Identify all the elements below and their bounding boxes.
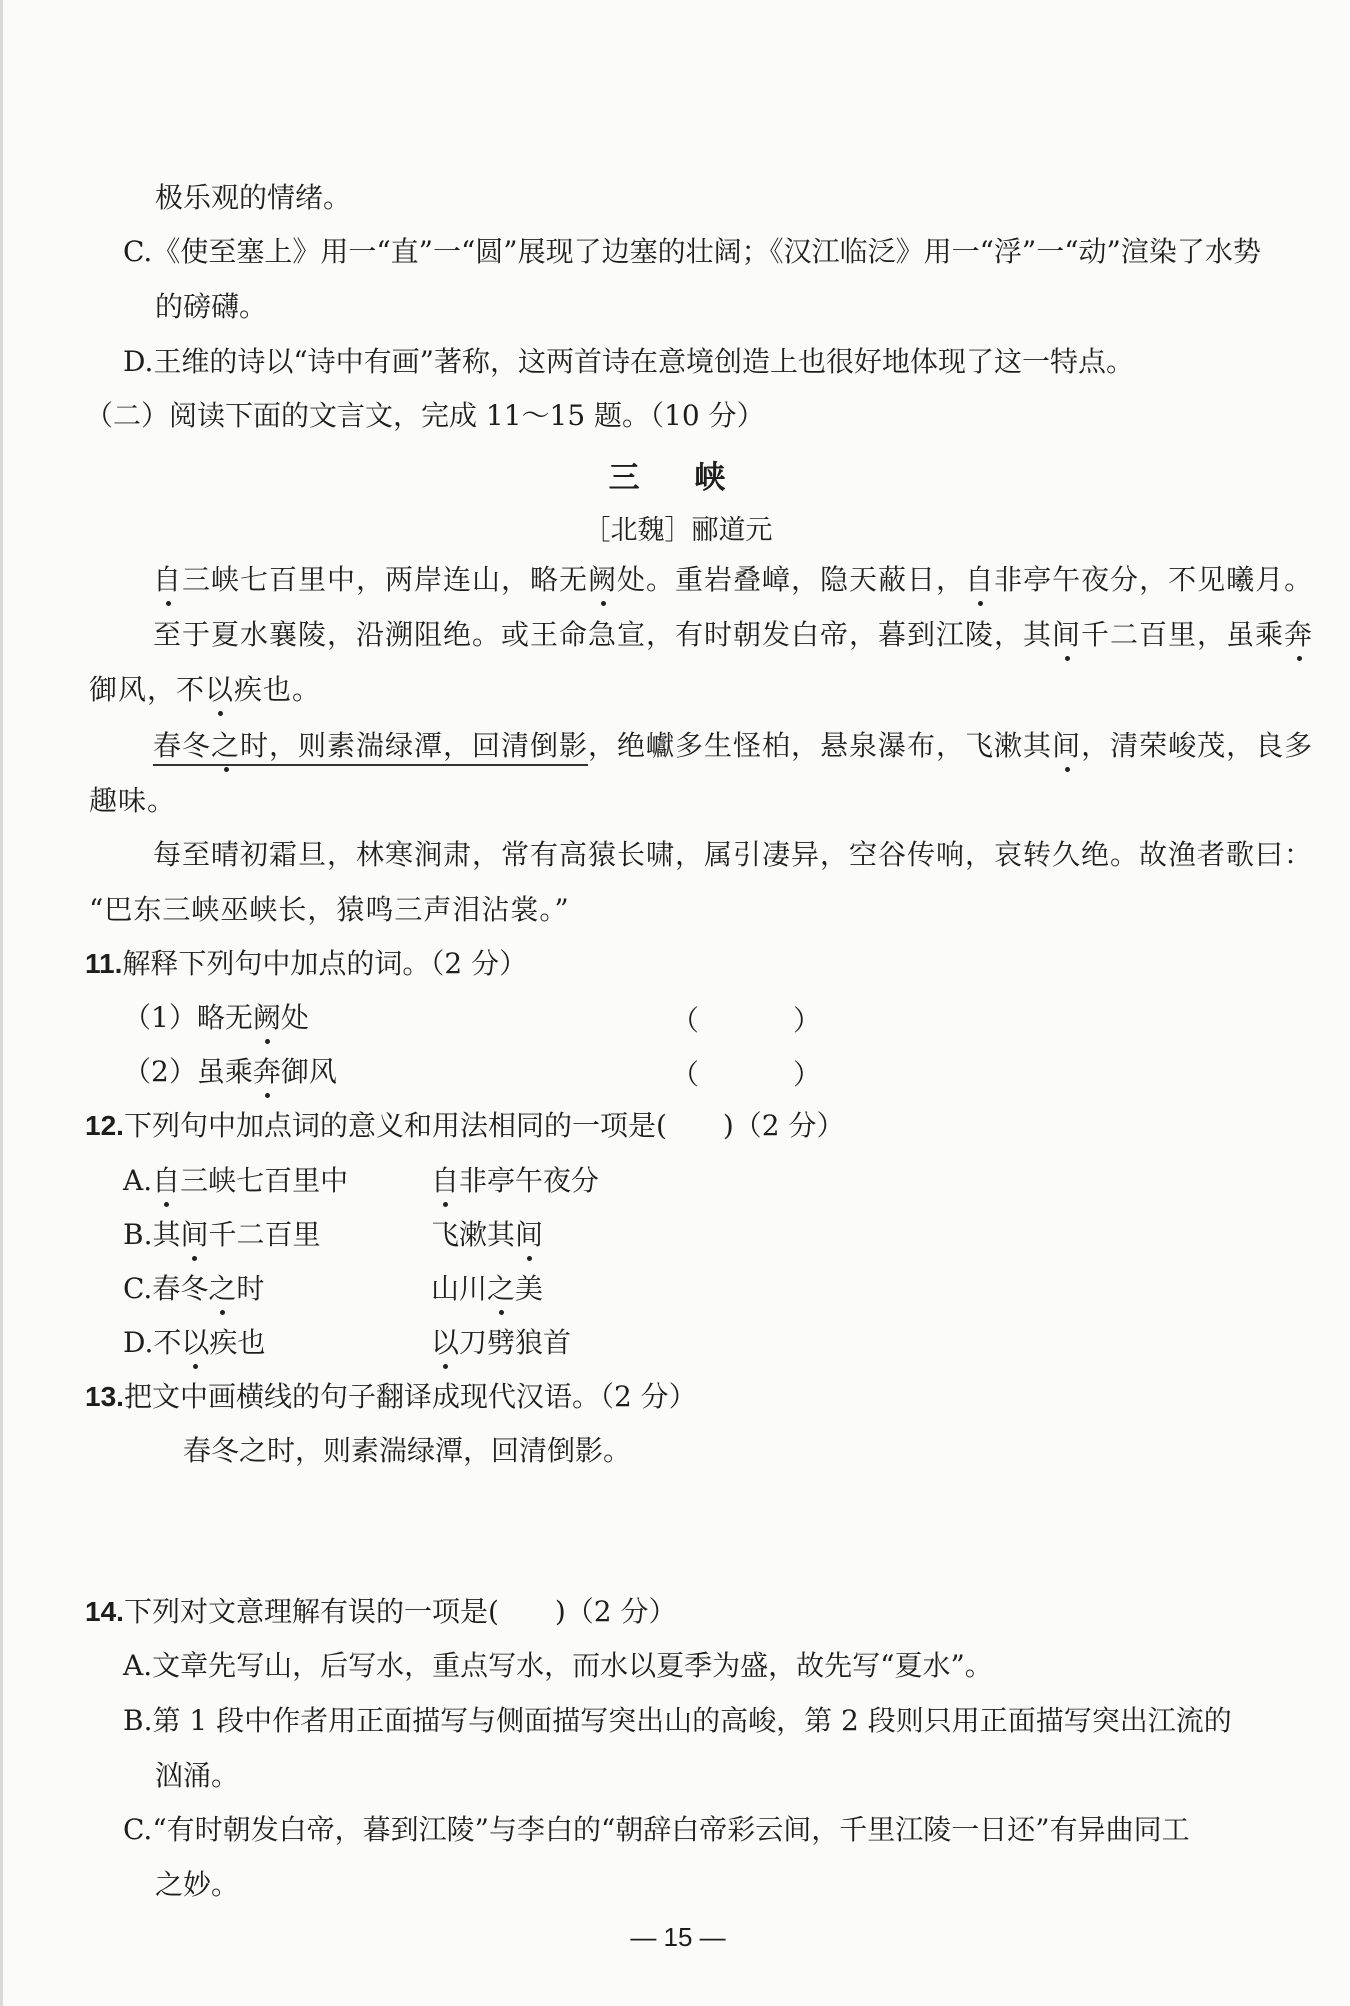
q14-option-c-line2: 之妙。	[155, 1868, 240, 1901]
text-run: （2）虽乘	[123, 1055, 253, 1088]
text-run: 三峡七百里中	[180, 1164, 349, 1197]
dotted-word: 间	[515, 1216, 543, 1254]
text-run: B.其	[123, 1218, 181, 1251]
text-run: 时，则素湍绿潭，回清倒影	[240, 729, 589, 762]
q14-option-b-line2: 汹涌。	[155, 1759, 240, 1792]
passage-title: 三 峡	[608, 460, 748, 496]
q14-option-a: A.文章先写山，后写水，重点写水，而水以夏季为盛，故先写“夏水”。	[123, 1649, 993, 1682]
dotted-word: 之	[487, 1270, 515, 1308]
dotted-word: 间	[180, 1216, 208, 1254]
text-run: A.	[123, 1164, 153, 1197]
option-b-continuation: 极乐观的情绪。	[155, 181, 352, 214]
q12-option-a-left	[123, 1162, 348, 1200]
text-run: 疾也。	[234, 673, 322, 706]
dotted-word: 自	[965, 561, 994, 599]
passage-paragraph-3-line1	[153, 727, 1313, 765]
q12-option-d-right	[431, 1324, 571, 1362]
text-run: 非亭午夜分，不见曦月。	[994, 563, 1314, 596]
option-c-line2: 的磅礴。	[155, 290, 268, 323]
text-run: 山川	[431, 1272, 488, 1305]
q12-option-b-left	[123, 1216, 321, 1254]
answer-blank-open: （	[671, 1004, 700, 1037]
passage-paragraph-4-line1: 每至晴初霜旦，林寒涧肃，常有高猿长啸，属引凄异，空谷传响，哀转久绝。故渔者歌曰：	[153, 838, 1314, 871]
dotted-word: 间	[1052, 616, 1081, 654]
q12-option-a-right	[431, 1162, 599, 1200]
text-run: 疾也	[209, 1326, 266, 1359]
text-run: C.春冬	[123, 1272, 209, 1305]
text-run: 三峡七百里中，两岸连山，略无	[182, 563, 589, 596]
dotted-word: 奔	[253, 1053, 281, 1091]
page-number: — 15 —	[630, 1922, 726, 1952]
dotted-word: 阙	[588, 561, 617, 599]
question-14	[85, 1593, 677, 1631]
text-run: 千二百里	[208, 1218, 321, 1251]
dotted-word: 以	[431, 1324, 459, 1362]
q12-option-d-left	[123, 1324, 265, 1362]
answer-blank-close: ）	[793, 1058, 822, 1091]
text-run: 美	[515, 1272, 544, 1305]
q11-item-1	[123, 999, 309, 1037]
question-text: 下列句中加点词的意义和用法相同的一项是( )（2 分）	[123, 1109, 845, 1142]
dotted-word: 之	[208, 1270, 236, 1308]
section-heading: （二）阅读下面的文言文，完成 11～15 题。（10 分）	[85, 399, 765, 432]
text-run: 处。重岩叠嶂，隐天蔽日，	[617, 563, 966, 596]
q11-item-2	[123, 1053, 337, 1091]
dotted-word: 以	[181, 1324, 209, 1362]
dotted-word: 阙	[253, 999, 281, 1037]
q12-option-c-left	[123, 1270, 264, 1308]
question-text: 把文中画横线的句子翻译成现代汉语。（2 分）	[123, 1380, 697, 1413]
dotted-word: 自	[431, 1162, 459, 1200]
text-run: 时	[236, 1272, 265, 1305]
dotted-word: 自	[153, 561, 182, 599]
text-run: 刀劈狼首	[459, 1326, 572, 1359]
dotted-word: 自	[152, 1162, 180, 1200]
underlined-sentence	[153, 729, 588, 766]
passage-author: ［北魏］郦道元	[583, 515, 773, 546]
passage-paragraph-1	[153, 561, 1313, 599]
text-run: 飞漱其	[431, 1218, 516, 1251]
question-text: 下列对文意理解有误的一项是( )（2 分）	[123, 1595, 677, 1628]
text-run: （1）略无	[123, 1001, 253, 1034]
text-run: 至于夏水襄陵，沿溯阻绝。或王命急宣，有时朝发白帝，暮到江陵，其	[153, 618, 1053, 651]
question-12	[85, 1107, 845, 1145]
text-run: 处	[280, 1001, 309, 1034]
text-run: 非亭午夜分	[459, 1164, 600, 1197]
dotted-word: 之	[211, 727, 240, 765]
dotted-word: 以	[205, 671, 234, 709]
dotted-word: 奔	[1284, 616, 1313, 654]
question-number: 12.	[85, 1110, 124, 1141]
passage-paragraph-3-line2: 趣味。	[89, 784, 177, 817]
q14-option-b-line1: B.第 1 段中作者用正面描写与侧面描写突出山的高峻，第 2 段则只用正面描写突出江流的	[123, 1704, 1232, 1737]
text-run: 御风，不	[89, 673, 206, 706]
q12-option-b-right	[431, 1216, 543, 1254]
question-number: 13.	[85, 1381, 124, 1412]
text-run: ，清荣峻茂，良多	[1081, 729, 1314, 762]
q13-sentence: 春冬之时，则素湍绿潭，回清倒影。	[183, 1434, 632, 1467]
text-run: 御风	[280, 1055, 337, 1088]
text-run: 春冬	[153, 729, 212, 762]
q12-option-c-right	[431, 1270, 543, 1308]
question-number: 11.	[85, 948, 123, 979]
q14-option-c-line1: C.“有时朝发白帝，暮到江陵”与李白的“朝辞白帝彩云间，千里江陵一日还”有异曲同工	[123, 1813, 1190, 1846]
option-c-line1: C.《使至塞上》用一“直”一“圆”展现了边塞的壮阔；《汉江临泛》用一“浮”一“动”渲染了水势	[123, 235, 1261, 268]
option-d: D.王维的诗以“诗中有画”著称，这两首诗在意境创造上也很好地体现了这一特点。	[123, 345, 1134, 378]
question-11	[85, 945, 527, 983]
question-text: 解释下列句中加点的词。（2 分）	[122, 947, 528, 980]
passage-paragraph-2-line2	[89, 671, 321, 709]
text-run: 千二百里，虽乘	[1081, 618, 1285, 651]
passage-paragraph-4-line2: “巴东三峡巫峡长，猿鸣三声泪沾裳。”	[89, 893, 570, 926]
question-13	[85, 1378, 697, 1416]
answer-blank-open: （	[671, 1058, 700, 1091]
text-run: D.不	[123, 1326, 182, 1359]
passage-paragraph-2-line1	[153, 616, 1313, 654]
dotted-word: 间	[1052, 727, 1081, 765]
answer-blank-close: ）	[793, 1004, 822, 1037]
question-number: 14.	[85, 1596, 124, 1627]
text-run: ，绝巘多生怪柏，悬泉瀑布，飞漱其	[588, 729, 1053, 762]
